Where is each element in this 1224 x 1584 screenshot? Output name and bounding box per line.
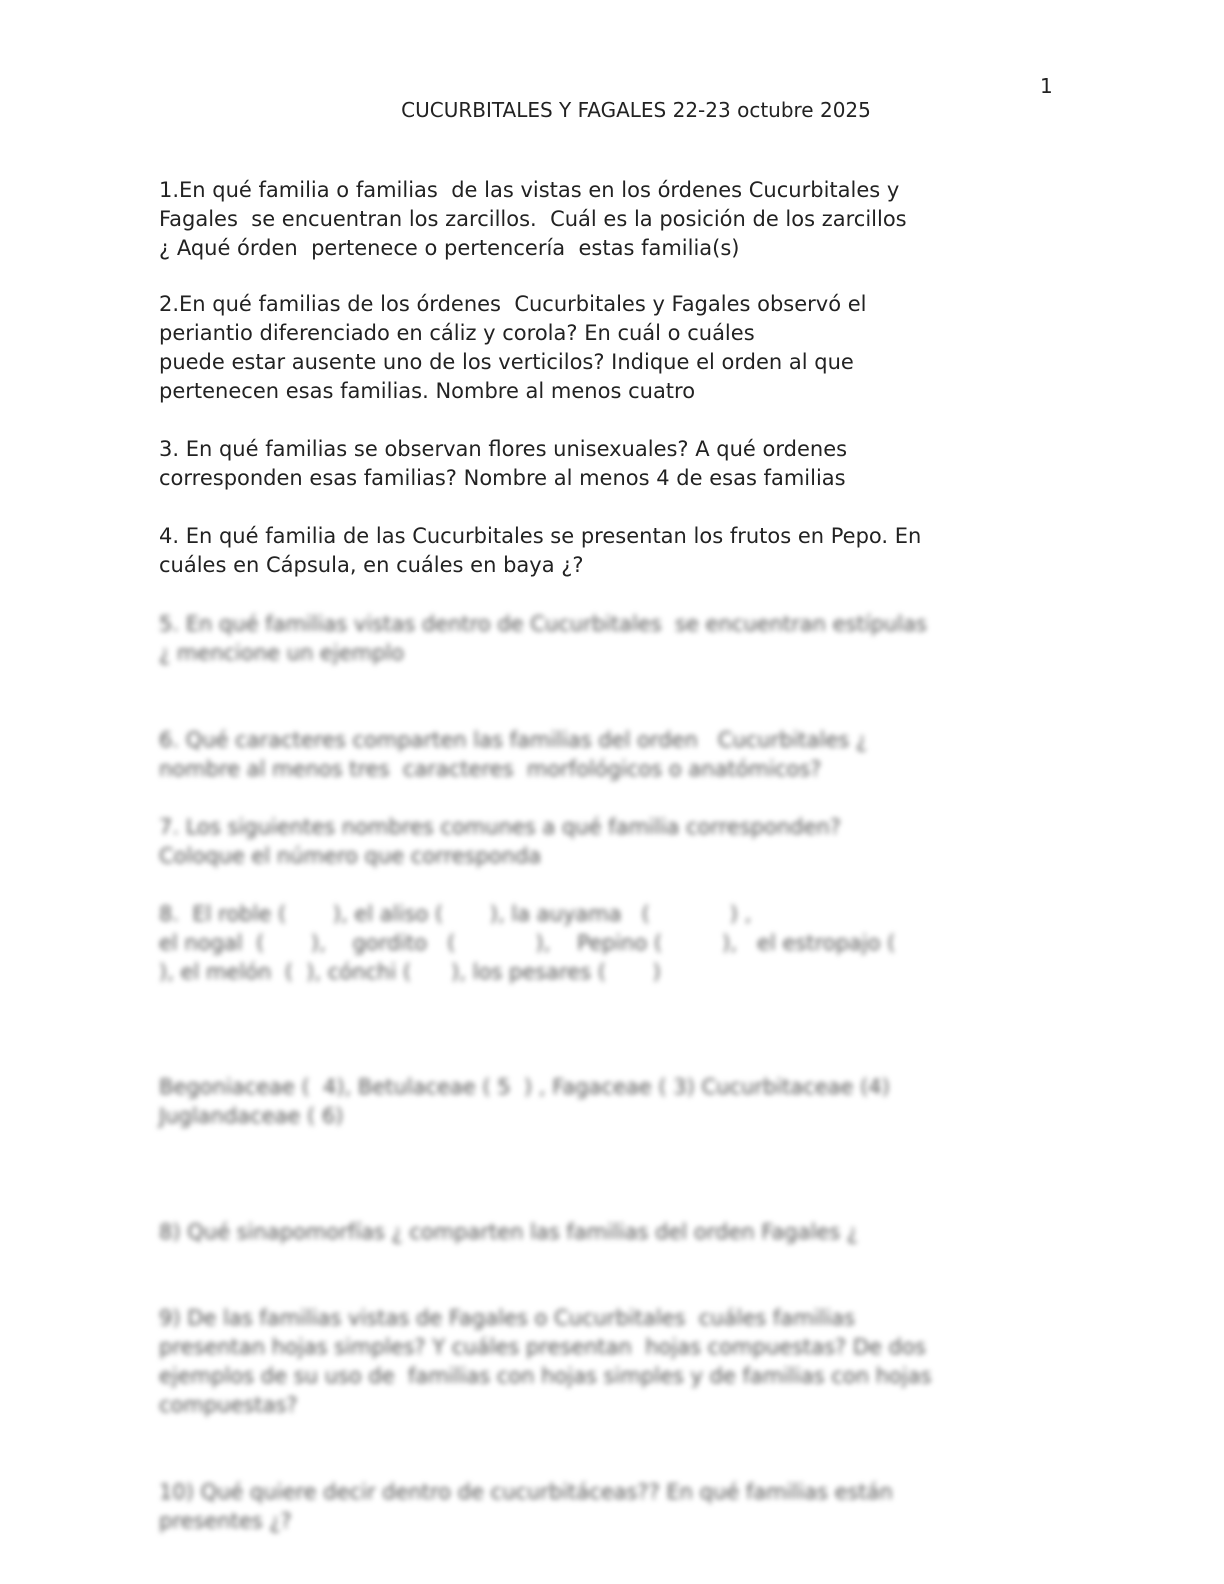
question-8-matching: 8. El roble ( ), el aliso ( ), la auyama ( ) , el nogal ( ), gordito ( ), Pepino ( ), el estropajo ( ), el melón ( ), cónchi ( ), los pesares ( ): [159, 902, 896, 984]
question-9: 9) De las familias vistas de Fagales o Cucurbitales cuáles familias presentan hojas simples? Y cuáles presentan hojas compuestas? De dos ejemplos de su uso de familias con hojas simples y de familias con hojas compuestas?: [159, 1306, 932, 1417]
question-3: 3. En qué familias se observan flores unisexuales? A qué ordenes corresponden esas familias? Nombre al menos 4 de esas familias: [159, 437, 848, 490]
document-title: CUCURBITALES Y FAGALES 22-23 octubre 2025: [401, 98, 871, 122]
page-number: 1: [1040, 74, 1053, 98]
question-2: 2.En qué familias de los órdenes Cucurbitales y Fagales observó el periantio diferenciado en cáliz y corola? En cuál o cuáles puede estar ausente uno de los verticilos? Indique el orden al que pertenecen esas familias. Nombre al menos cuatro: [159, 292, 867, 403]
question-5: 5. En qué familias vistas dentro de Cucurbitales se encuentran estípulas ¿ mencione un ejemplo: [159, 612, 927, 665]
question-1: 1.En qué familia o familias de las vistas en los órdenes Cucurbitales y Fagales se encuentran los zarcillos. Cuál es la posición de los zarcillos ¿ Aqué órden pertenece o pertencería estas familia(s): [159, 178, 907, 260]
question-6: 6. Qué caracteres comparten las familias del orden Cucurbitales ¿ nombre al menos tres caracteres morfológicos o anatómicos?: [159, 728, 868, 781]
family-key: Begoniaceae ( 4), Betulaceae ( 5 ) , Fagaceae ( 3) Cucurbitaceae (4) Juglandaceae ( 6): [159, 1075, 890, 1128]
question-4: 4. En qué familia de las Cucurbitales se presentan los frutos en Pepo. En cuáles en Cápsula, en cuáles en baya ¿?: [159, 524, 922, 577]
question-10: 10) Qué quiere decir dentro de cucurbitáceas?? En qué familias están presentes ¿?: [159, 1480, 893, 1533]
question-7: 7. Los siguientes nombres comunes a qué familia corresponden? Coloque el número que corresponda: [159, 815, 841, 868]
question-8b: 8) Qué sinapomorfías ¿ comparten las familias del orden Fagales ¿: [159, 1220, 858, 1244]
